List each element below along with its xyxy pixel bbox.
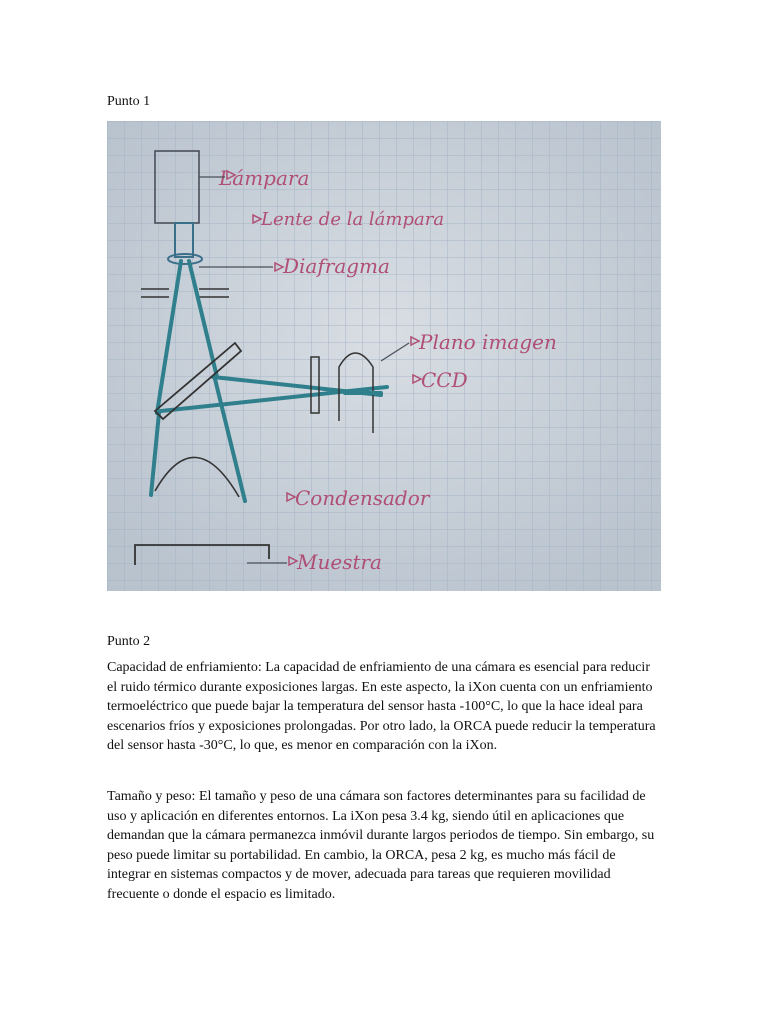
label-sample: Muestra — [297, 550, 382, 574]
sketch-drawing — [107, 121, 661, 591]
paragraph-size-weight: Tamaño y peso: El tamaño y peso de una cámara son factores determinantes para su facilidad de uso y aplicación en diferentes entornos. La iXon pesa 3.4 kg, siendo útil en aplicaciones que demandan que la cámara permanezca inmóvil durante largos periodos de tiempo. Sin embargo, su peso puede limitar su portabilidad. En cambio, la ORCA, pesa 2 kg, es mucho más fácil de integrar en sistemas compactos y de mover, adecuada para tareas que requieren movilidad frecuente o donde el espacio es limitado. — [107, 789, 655, 902]
paragraph-cooling-capacity: Capacidad de enfriamiento: La capacidad de enfriamiento de una cámara es esencial para reducir el ruido térmico durante exposiciones largas. En este aspecto, la iXon cuenta con un enfriamiento termoeléctrico que puede bajar la temperatura del sensor hasta -100°C, lo que la hace ideal para escenarios fríos y exposiciones prolongadas. Por otro lado, la ORCA puede reducir la temperatura del sensor hasta -30°C, lo que, es menor en comparación con la iXon. — [107, 660, 656, 753]
hand-drawn-microscope-sketch-photo — [107, 121, 661, 591]
label-diaphragm: Diafragma — [283, 254, 390, 278]
label-ccd: CCD — [421, 368, 468, 392]
label-condenser: Condensador — [295, 486, 430, 510]
section-title-punto-1: Punto 1 — [107, 94, 151, 109]
label-lamp-lens: Lente de la lámpara — [261, 209, 445, 230]
label-image-plane: Plano imagen — [419, 330, 557, 354]
label-lamp: Lámpara — [219, 166, 310, 190]
section-title-punto-2: Punto 2 — [107, 634, 151, 649]
